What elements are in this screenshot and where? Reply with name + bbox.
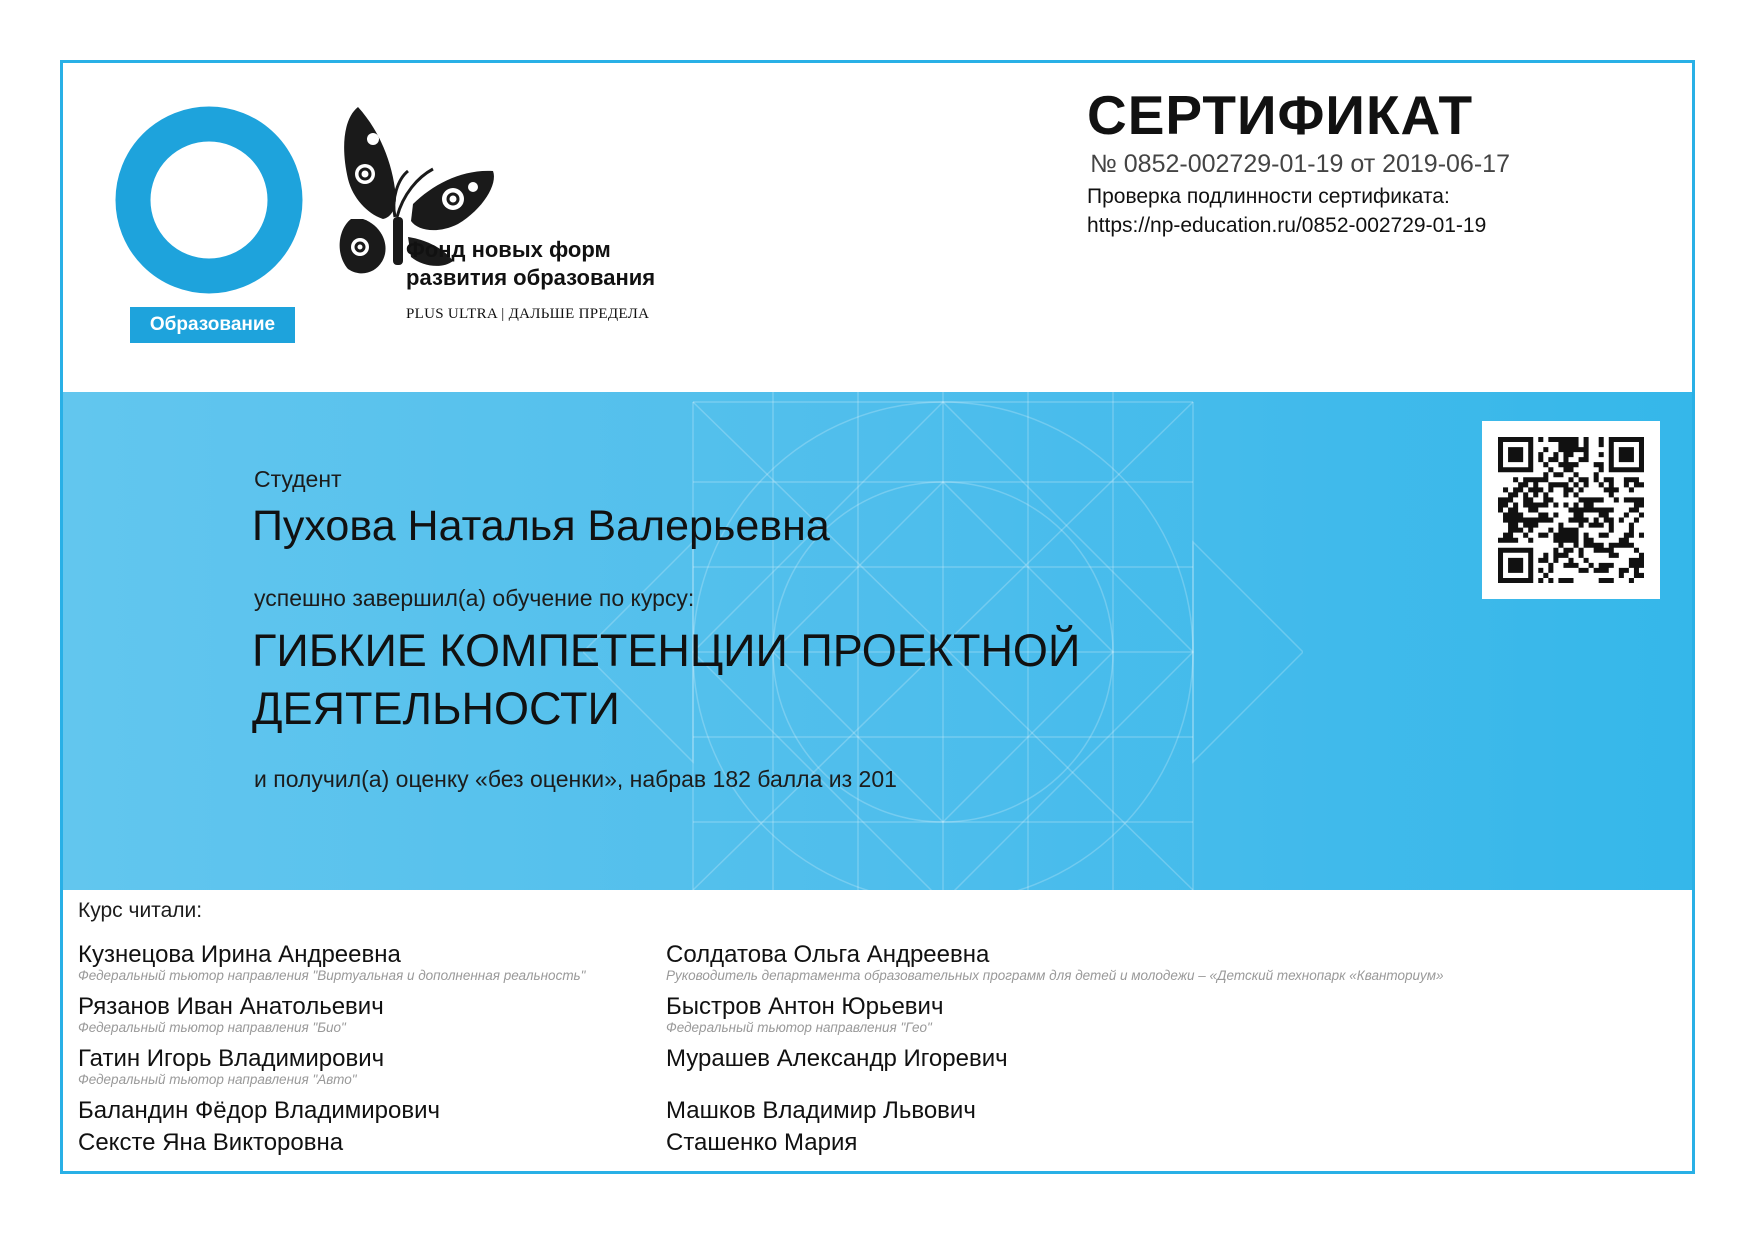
completion-text: успешно завершил(а) обучение по курсу: <box>254 585 695 611</box>
instructor-role: Федеральный тьютор направления "Виртуальная и дополненная реальность" <box>78 968 586 983</box>
instructor-name: Мурашев Александр Игоревич <box>666 1045 1008 1072</box>
instructor-right-4 <box>666 1129 857 1157</box>
instructor-name: Солдатова Ольга Андреевна <box>666 941 990 968</box>
instructor-left-4 <box>78 1129 343 1157</box>
grade-text: и получил(а) оценку «без оценки», набрав 182 балла из 201 <box>254 766 897 792</box>
verification-label: Проверка подлинности сертификата: <box>1087 185 1450 208</box>
qr-code <box>1482 421 1660 599</box>
instructor-left-2 <box>78 1045 384 1087</box>
student-info-band <box>63 392 1692 890</box>
course-title-line2: ДЕЯТЕЛЬНОСТИ <box>252 683 620 734</box>
instructor-right-2 <box>666 1045 1008 1073</box>
fond-title-line2: развития образования <box>406 265 656 290</box>
instructor-name: Гатин Игорь Владимирович <box>78 1045 385 1072</box>
fond-title-line1: Фонд новых форм <box>406 237 611 262</box>
instructor-role: Федеральный тьютор направления "Гео" <box>666 1020 932 1035</box>
instructor-role: Федеральный тьютор направления "Био" <box>78 1020 346 1035</box>
instructor-left-3 <box>78 1097 440 1125</box>
instructor-right-3 <box>666 1097 976 1125</box>
course-title-line1: ГИБКИЕ КОМПЕТЕНЦИИ ПРОЕКТНОЙ <box>252 625 1081 676</box>
instructor-left-1 <box>78 993 384 1035</box>
instructor-name: Машков Владимир Львович <box>666 1097 976 1124</box>
instructor-name: Сексте Яна Викторовна <box>78 1129 344 1156</box>
obrazovanie-logo-icon <box>115 106 303 294</box>
instructor-name: Быстров Антон Юрьевич <box>666 993 944 1020</box>
instructor-role: Федеральный тьютор направления "Авто" <box>78 1072 357 1087</box>
qr-code-icon <box>1498 437 1644 583</box>
certificate-title: СЕРТИФИКАТ <box>1087 84 1474 146</box>
certificate-frame <box>60 60 1695 1174</box>
instructor-right-0 <box>666 941 1444 983</box>
instructor-left-0 <box>78 941 585 983</box>
instructor-name: Кузнецова Ирина Андреевна <box>78 941 401 968</box>
instructors-label: Курс читали: <box>78 899 203 922</box>
course-title <box>252 622 1252 738</box>
instructor-name: Рязанов Иван Анатольевич <box>78 993 384 1020</box>
logo-label: Образование <box>130 307 295 343</box>
qr-modules <box>1498 437 1644 583</box>
instructor-right-1 <box>666 993 943 1035</box>
certificate-number: № 0852-002729-01-19 от 2019-06-17 <box>1090 150 1510 178</box>
verification-link[interactable]: https://np-education.ru/0852-002729-01-19 <box>1087 214 1487 237</box>
student-name: Пухова Наталья Валерьевна <box>252 502 830 550</box>
instructor-role: Руководитель департамента образовательных программ для детей и молодежи – «Детский технопарк «Кванториум» <box>666 968 1444 983</box>
student-label: Студент <box>254 466 342 492</box>
fond-tagline: PLUS ULTRA | ДАЛЬШЕ ПРЕДЕЛА <box>406 306 650 322</box>
instructor-name: Баландин Фёдор Владимирович <box>78 1097 441 1124</box>
instructor-name: Сташенко Мария <box>666 1129 858 1156</box>
